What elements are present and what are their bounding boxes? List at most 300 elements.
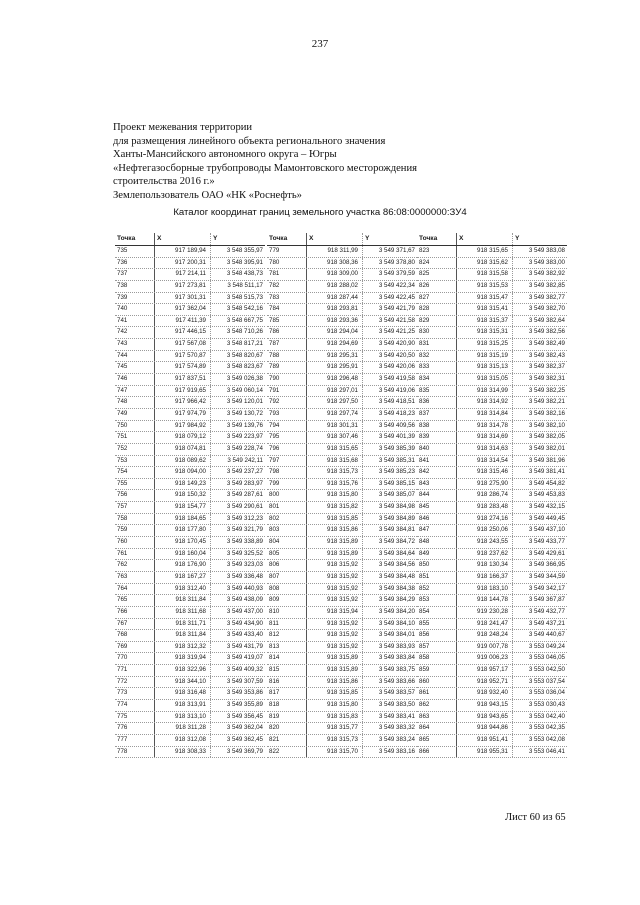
cell-x: 919 006,23 [457, 653, 513, 664]
cell-x: 918 957,17 [457, 665, 513, 676]
cell-x: 918 297,50 [307, 397, 363, 408]
cell-y: 3 549 321,79 [226, 526, 263, 534]
cell-x: 918 167,27 [155, 572, 211, 583]
cell-point: 777 [115, 735, 155, 746]
table-row [417, 688, 567, 700]
cell-x: 917 570,87 [155, 351, 211, 362]
table-header-row [115, 233, 265, 246]
cell-point: 745 [115, 362, 155, 373]
cell-x: 918 275,90 [457, 479, 513, 490]
table-row [267, 688, 417, 700]
cell-y: 3 549 384,20 [378, 607, 415, 615]
table-row [267, 444, 417, 456]
cell-x: 918 250,06 [457, 525, 513, 536]
table-row [417, 502, 567, 514]
cell-x: 918 312,32 [155, 642, 211, 653]
table-row [267, 479, 417, 491]
table-row [115, 525, 265, 537]
table-row [417, 386, 567, 398]
cell-y: 3 549 383,32 [378, 724, 415, 732]
cell-point: 785 [267, 316, 307, 327]
header-line: строительства 2016 г.» [113, 176, 215, 188]
table-row [267, 700, 417, 712]
cell-x: 918 297,74 [307, 409, 363, 420]
cell-point: 808 [267, 584, 307, 595]
table-row [115, 607, 265, 619]
table-row [417, 351, 567, 363]
cell-y: 3 549 382,21 [528, 398, 565, 406]
cell-y: 3 548 515,73 [226, 293, 263, 301]
table-row [417, 293, 567, 305]
cell-y: 3 549 336,48 [226, 572, 263, 580]
table-row [267, 351, 417, 363]
table-row [417, 479, 567, 491]
cell-y: 3 549 283,97 [226, 479, 263, 487]
column-header-y: Y [213, 235, 218, 242]
column-header-x: X [307, 233, 363, 245]
cell-point: 804 [267, 537, 307, 548]
table-row [417, 444, 567, 456]
cell-x: 918 311,71 [155, 619, 211, 630]
cell-point: 820 [267, 723, 307, 734]
cell-x: 918 315,31 [457, 327, 513, 338]
table-row [267, 747, 417, 759]
cell-point: 752 [115, 444, 155, 455]
table-row [115, 677, 265, 689]
cell-point: 846 [417, 514, 457, 525]
table-row [417, 304, 567, 316]
cell-point: 771 [115, 665, 155, 676]
coordinates-table-1 [115, 233, 265, 758]
cell-x: 918 293,81 [307, 304, 363, 315]
cell-y: 3 549 384,56 [378, 561, 415, 569]
cell-x: 918 315,70 [307, 747, 363, 758]
cell-x: 918 951,41 [457, 735, 513, 746]
cell-x: 918 315,25 [457, 339, 513, 350]
column-header-x: X [155, 233, 211, 245]
cell-x: 918 313,10 [155, 712, 211, 723]
cell-y: 3 553 046,05 [528, 654, 565, 662]
cell-point: 795 [267, 432, 307, 443]
table-row [417, 712, 567, 724]
cell-y: 3 548 817,21 [226, 340, 263, 348]
cell-point: 809 [267, 595, 307, 606]
cell-x: 918 932,40 [457, 688, 513, 699]
cell-y: 3 549 385,07 [378, 491, 415, 499]
table-row [267, 642, 417, 654]
cell-x: 918 344,10 [155, 677, 211, 688]
cell-x: 918 241,47 [457, 619, 513, 630]
cell-x: 918 315,85 [307, 688, 363, 699]
cell-x: 917 362,04 [155, 304, 211, 315]
coordinates-table-3 [417, 233, 567, 758]
cell-x: 918 315,92 [307, 630, 363, 641]
cell-y: 3 548 823,67 [226, 363, 263, 371]
table-row [115, 735, 265, 747]
table-row [417, 619, 567, 631]
cell-point: 780 [267, 258, 307, 269]
cell-y: 3 553 036,04 [528, 689, 565, 697]
document-header [113, 121, 533, 203]
cell-point: 748 [115, 397, 155, 408]
cell-point: 851 [417, 572, 457, 583]
cell-y: 3 549 385,39 [378, 444, 415, 452]
cell-point: 753 [115, 456, 155, 467]
cell-point: 835 [417, 386, 457, 397]
cell-x: 918 287,44 [307, 293, 363, 304]
header-line: Ханты-Мансийского автономного округа – Югры [113, 149, 337, 161]
cell-point: 829 [417, 316, 457, 327]
cell-x: 918 315,94 [307, 607, 363, 618]
table-row [115, 258, 265, 270]
cell-y: 3 549 382,85 [528, 281, 565, 289]
table-header-row [267, 233, 417, 246]
table-row [267, 665, 417, 677]
cell-x: 918 144,78 [457, 595, 513, 606]
cell-x: 918 316,48 [155, 688, 211, 699]
cell-x: 917 411,39 [155, 316, 211, 327]
cell-y: 3 549 453,83 [528, 491, 565, 499]
cell-x: 918 297,01 [307, 386, 363, 397]
cell-x: 918 274,16 [457, 514, 513, 525]
table-row [417, 269, 567, 281]
table-row [267, 304, 417, 316]
cell-point: 821 [267, 735, 307, 746]
cell-point: 826 [417, 281, 457, 292]
cell-y: 3 549 437,10 [528, 526, 565, 534]
cell-y: 3 549 242,11 [227, 456, 263, 464]
cell-y: 3 548 820,67 [226, 351, 263, 359]
table-row [417, 409, 567, 421]
table-row [115, 630, 265, 642]
cell-x: 917 974,79 [155, 409, 211, 420]
cell-y: 3 549 383,16 [378, 747, 415, 755]
cell-y: 3 549 307,59 [226, 677, 263, 685]
cell-point: 761 [115, 549, 155, 560]
cell-x: 918 183,10 [457, 584, 513, 595]
cell-x: 918 154,77 [155, 502, 211, 513]
cell-x: 917 301,31 [155, 293, 211, 304]
cell-y: 3 549 382,77 [528, 293, 565, 301]
cell-y: 3 549 421,25 [378, 328, 415, 336]
cell-y: 3 549 383,50 [378, 700, 415, 708]
table-row [115, 269, 265, 281]
cell-y: 3 549 130,72 [226, 409, 263, 417]
cell-x: 918 315,85 [307, 514, 363, 525]
cell-y: 3 549 026,38 [226, 375, 263, 383]
cell-x: 918 311,99 [307, 246, 363, 257]
cell-point: 738 [115, 281, 155, 292]
cell-x: 918 294,04 [307, 327, 363, 338]
cell-x: 918 089,62 [155, 456, 211, 467]
cell-x: 918 315,89 [307, 537, 363, 548]
cell-y: 3 549 353,86 [226, 689, 263, 697]
cell-x: 918 311,28 [155, 723, 211, 734]
cell-y: 3 549 418,23 [378, 409, 415, 417]
table-row [417, 677, 567, 689]
cell-point: 742 [115, 327, 155, 338]
cell-y: 3 549 385,31 [378, 456, 415, 464]
cell-y: 3 549 382,16 [528, 409, 565, 417]
table-row [115, 479, 265, 491]
cell-x: 918 315,80 [307, 490, 363, 501]
table-row [417, 653, 567, 665]
cell-point: 852 [417, 584, 457, 595]
cell-point: 739 [115, 293, 155, 304]
cell-x: 918 311,68 [155, 607, 211, 618]
cell-x: 918 315,68 [307, 456, 363, 467]
cell-point: 817 [267, 688, 307, 699]
table-row [115, 619, 265, 631]
table-row [267, 537, 417, 549]
cell-point: 806 [267, 560, 307, 571]
cell-x: 917 966,42 [155, 397, 211, 408]
cell-point: 744 [115, 351, 155, 362]
cell-x: 918 315,62 [457, 258, 513, 269]
cell-point: 762 [115, 560, 155, 571]
cell-x: 917 273,81 [155, 281, 211, 292]
cell-y: 3 549 431,79 [226, 642, 263, 650]
cell-x: 918 322,96 [155, 665, 211, 676]
table-row [267, 525, 417, 537]
cell-point: 812 [267, 630, 307, 641]
cell-x: 918 079,12 [155, 432, 211, 443]
header-line: Проект межевания территории [113, 122, 253, 133]
table-row [267, 397, 417, 409]
cell-x: 918 315,92 [307, 584, 363, 595]
table-row [115, 688, 265, 700]
cell-point: 819 [267, 712, 307, 723]
cell-y: 3 549 384,64 [378, 549, 415, 557]
table-row [115, 316, 265, 328]
cell-y: 3 549 382,31 [528, 375, 565, 383]
cell-x: 918 312,08 [155, 735, 211, 746]
cell-y: 3 549 381,41 [528, 468, 565, 476]
cell-point: 837 [417, 409, 457, 420]
cell-point: 791 [267, 386, 307, 397]
cell-x: 918 311,84 [155, 595, 211, 606]
cell-point: 794 [267, 421, 307, 432]
cell-y: 3 549 379,59 [378, 270, 415, 278]
table-row [115, 351, 265, 363]
cell-x: 918 293,36 [307, 316, 363, 327]
cell-x: 918 315,92 [307, 619, 363, 630]
cell-point: 816 [267, 677, 307, 688]
cell-y: 3 549 312,23 [226, 514, 263, 522]
cell-y: 3 549 384,98 [378, 503, 415, 511]
cell-y: 3 549 120,01 [226, 398, 263, 406]
cell-y: 3 549 437,21 [528, 619, 565, 627]
header-line: «Нефтегазосборные трубопроводы Мамонтовского месторождения [113, 162, 418, 174]
cell-y: 3 549 384,81 [378, 526, 415, 534]
cell-y: 3 549 454,82 [528, 479, 565, 487]
cell-point: 805 [267, 549, 307, 560]
cell-x: 918 295,31 [307, 351, 363, 362]
table-row [417, 642, 567, 654]
cell-y: 3 553 030,43 [528, 700, 565, 708]
cell-point: 857 [417, 642, 457, 653]
cell-point: 757 [115, 502, 155, 513]
cell-point: 866 [417, 747, 457, 758]
cell-point: 858 [417, 653, 457, 664]
cell-y: 3 553 049,24 [528, 642, 565, 650]
cell-point: 865 [417, 735, 457, 746]
table-row [115, 339, 265, 351]
cell-y: 3 549 383,24 [378, 735, 415, 743]
cell-y: 3 549 432,77 [528, 607, 565, 615]
table-row [267, 584, 417, 596]
table-row [267, 316, 417, 328]
cell-x: 918 313,91 [155, 700, 211, 711]
cell-y: 3 549 139,76 [226, 421, 263, 429]
cell-point: 810 [267, 607, 307, 618]
table-row [267, 386, 417, 398]
cell-point: 740 [115, 304, 155, 315]
cell-point: 825 [417, 269, 457, 280]
cell-y: 3 549 419,06 [378, 386, 415, 394]
cell-x: 918 314,92 [457, 397, 513, 408]
cell-point: 737 [115, 269, 155, 280]
cell-x: 918 166,37 [457, 572, 513, 583]
cell-x: 918 307,46 [307, 432, 363, 443]
table-row [417, 584, 567, 596]
cell-x: 918 315,82 [307, 502, 363, 513]
table-row [115, 374, 265, 386]
table-row [417, 339, 567, 351]
table-row [417, 549, 567, 561]
cell-x: 918 952,71 [457, 677, 513, 688]
cell-point: 797 [267, 456, 307, 467]
cell-y: 3 549 382,25 [528, 386, 565, 394]
table-row [115, 653, 265, 665]
cell-x: 918 248,24 [457, 630, 513, 641]
cell-point: 853 [417, 595, 457, 606]
cell-point: 773 [115, 688, 155, 699]
cell-y: 3 549 421,79 [378, 305, 415, 313]
cell-y: 3 549 409,56 [378, 421, 415, 429]
column-header-point: Точка [267, 233, 307, 245]
cell-x: 918 315,77 [307, 723, 363, 734]
cell-x: 918 311,84 [155, 630, 211, 641]
cell-x: 918 295,91 [307, 362, 363, 373]
table-row [115, 747, 265, 759]
cell-y: 3 549 384,01 [378, 631, 415, 639]
table-row [267, 514, 417, 526]
cell-point: 854 [417, 607, 457, 618]
cell-x: 918 314,84 [457, 409, 513, 420]
cell-point: 736 [115, 258, 155, 269]
cell-y: 3 549 362,45 [226, 735, 263, 743]
table-row [417, 514, 567, 526]
cell-point: 813 [267, 642, 307, 653]
cell-point: 778 [115, 747, 155, 758]
cell-x: 918 943,15 [457, 700, 513, 711]
cell-point: 735 [115, 246, 155, 257]
cell-point: 749 [115, 409, 155, 420]
table-row [417, 700, 567, 712]
cell-point: 793 [267, 409, 307, 420]
cell-x: 918 315,92 [307, 572, 363, 583]
cell-x: 918 315,86 [307, 525, 363, 536]
cell-point: 765 [115, 595, 155, 606]
page-number: 237 [311, 38, 329, 50]
cell-point: 803 [267, 525, 307, 536]
cell-y: 3 549 385,15 [378, 479, 415, 487]
table-row [417, 421, 567, 433]
cell-y: 3 548 511,17 [227, 281, 263, 289]
cell-y: 3 549 433,40 [226, 631, 263, 639]
cell-x: 918 160,04 [155, 549, 211, 560]
cell-point: 831 [417, 339, 457, 350]
table-row [267, 467, 417, 479]
table-row [115, 327, 265, 339]
table-row [417, 537, 567, 549]
cell-point: 788 [267, 351, 307, 362]
cell-y: 3 549 369,79 [226, 747, 263, 755]
cell-point: 781 [267, 269, 307, 280]
cell-y: 3 549 342,17 [528, 584, 565, 592]
cell-y: 3 549 422,34 [378, 281, 415, 289]
cell-point: 743 [115, 339, 155, 350]
cell-y: 3 549 338,89 [226, 538, 263, 546]
table-row [115, 456, 265, 468]
cell-point: 807 [267, 572, 307, 583]
cell-x: 918 315,58 [457, 269, 513, 280]
sheet-counter: Лист 60 из 65 [505, 812, 566, 823]
cell-x: 918 315,13 [457, 362, 513, 373]
cell-x: 918 283,48 [457, 502, 513, 513]
cell-x: 918 315,73 [307, 467, 363, 478]
cell-point: 832 [417, 351, 457, 362]
cell-x: 919 007,78 [457, 642, 513, 653]
table-row [115, 723, 265, 735]
cell-y: 3 553 046,41 [528, 747, 565, 755]
table-row [267, 281, 417, 293]
cell-y: 3 549 237,27 [226, 468, 263, 476]
table-row [417, 246, 567, 258]
cell-x: 918 170,45 [155, 537, 211, 548]
cell-y: 3 548 542,16 [226, 305, 263, 313]
table-row [115, 560, 265, 572]
cell-y: 3 549 383,08 [528, 247, 565, 254]
cell-point: 818 [267, 700, 307, 711]
cell-point: 790 [267, 374, 307, 385]
table-row [267, 269, 417, 281]
cell-y: 3 549 401,39 [378, 433, 415, 441]
cell-point: 839 [417, 432, 457, 443]
cell-point: 796 [267, 444, 307, 455]
cell-x: 918 294,69 [307, 339, 363, 350]
table-row [417, 630, 567, 642]
table-row [267, 456, 417, 468]
cell-point: 769 [115, 642, 155, 653]
cell-y: 3 549 383,57 [378, 689, 415, 697]
table-row [115, 490, 265, 502]
cell-point: 824 [417, 258, 457, 269]
cell-y: 3 549 382,56 [528, 328, 565, 336]
table-row [115, 700, 265, 712]
table-row [267, 327, 417, 339]
cell-x: 918 315,65 [307, 444, 363, 455]
table-row [417, 490, 567, 502]
cell-y: 3 548 667,75 [226, 316, 263, 324]
table-row [267, 735, 417, 747]
cell-point: 764 [115, 584, 155, 595]
cell-y: 3 549 440,67 [528, 631, 565, 639]
cell-point: 783 [267, 293, 307, 304]
cell-x: 918 309,00 [307, 269, 363, 280]
table-row [417, 397, 567, 409]
